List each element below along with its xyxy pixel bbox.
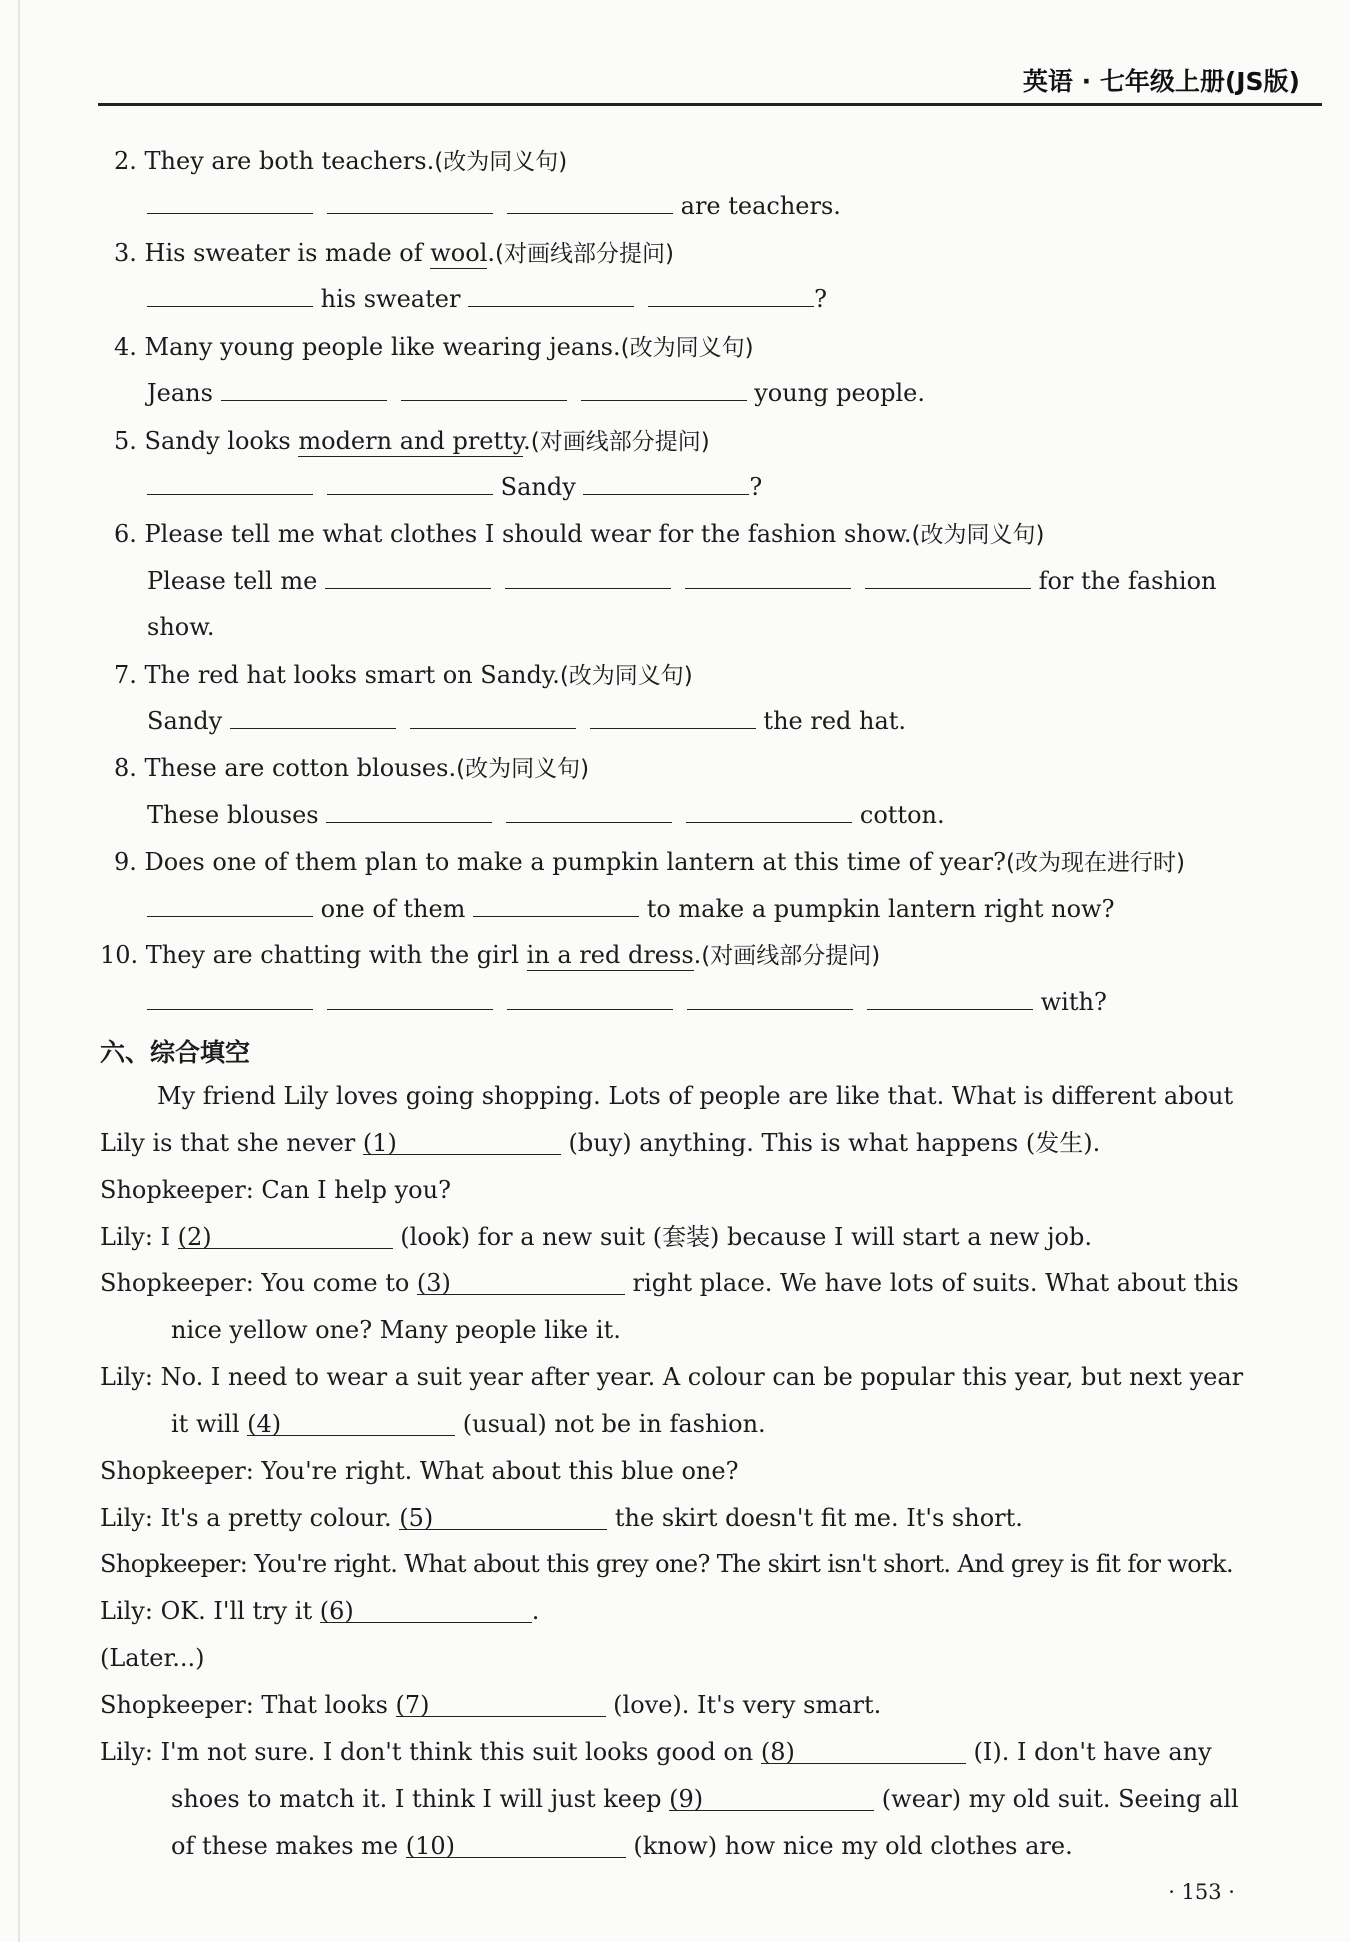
question-text: .	[487, 239, 496, 267]
question-text: 5. Sandy looks	[114, 427, 299, 455]
answer-blank[interactable]	[581, 378, 747, 401]
question-5	[114, 426, 710, 457]
blank-number: (8)	[760, 1738, 795, 1766]
answer-text: the red hat.	[763, 707, 907, 735]
fill-blank-6[interactable]	[320, 1596, 532, 1623]
question-text: 4. Many young people like wearing jeans.	[114, 333, 621, 361]
underlined-text: wool	[430, 239, 488, 267]
answer-2	[147, 191, 841, 221]
passage-line	[100, 1128, 1100, 1158]
passage-text: (buy) anything. This is what happens (发生).	[560, 1129, 1101, 1157]
answer-text: Sandy	[500, 473, 576, 501]
answer-blank[interactable]	[468, 284, 634, 307]
passage-text: right place. We have lots of suits. What about this	[624, 1269, 1239, 1297]
question-text: 3. His sweater is made of	[114, 239, 431, 267]
passage-text: shoes to match it. I think I will just keep	[171, 1785, 670, 1813]
passage-text: (love). It's very smart.	[605, 1691, 882, 1719]
page-edge	[18, 0, 20, 1942]
answer-text: young people.	[754, 379, 925, 407]
fill-blank-7[interactable]	[396, 1690, 606, 1717]
question-6	[114, 519, 1044, 550]
answer-text: to make a pumpkin lantern right now?	[646, 895, 1115, 923]
instruction: (改为同义句)	[456, 756, 590, 782]
blank-number: (6)	[319, 1597, 354, 1625]
answer-blank[interactable]	[590, 706, 756, 729]
fill-blank-2[interactable]	[178, 1222, 393, 1249]
passage-text: Shopkeeper: That looks	[100, 1691, 396, 1719]
answer-text: Sandy	[147, 707, 223, 735]
passage-text: Lily is that she never	[100, 1129, 363, 1157]
dialogue-line	[100, 1596, 539, 1626]
answer-text: ?	[749, 473, 763, 501]
section-title: 六、综合填空	[100, 1038, 251, 1067]
passage-text: Lily: It's a pretty colour.	[100, 1504, 400, 1532]
answer-blank[interactable]	[506, 800, 672, 823]
question-text: 10. They are chatting with the girl	[100, 941, 527, 969]
answer-10	[147, 987, 1107, 1017]
answer-5	[147, 472, 762, 502]
passage-text: (look) for a new suit (套装) because I will start a new job.	[392, 1223, 1092, 1251]
blank-number: (5)	[399, 1504, 434, 1532]
answer-blank[interactable]	[410, 706, 576, 729]
answer-text: ?	[814, 285, 827, 313]
dialogue-line	[100, 1737, 1212, 1767]
fill-blank-9[interactable]	[669, 1784, 874, 1811]
instruction: (改为同义句)	[559, 663, 693, 689]
answer-9	[147, 894, 1114, 924]
question-3	[114, 238, 674, 269]
blank-number: (3)	[416, 1269, 451, 1297]
dialogue-line: Lily: No. I need to wear a suit year after year. A colour can be popular this year, but next year	[100, 1363, 1244, 1391]
dialogue-line	[171, 1831, 1073, 1861]
blank-number: (9)	[669, 1785, 704, 1813]
question-9	[114, 847, 1185, 878]
answer-blank[interactable]	[147, 284, 313, 307]
answer-text: are teachers.	[680, 192, 841, 220]
answer-blank[interactable]	[327, 987, 493, 1010]
instruction: (对画线部分提问)	[701, 943, 881, 969]
instruction: (改为同义句)	[434, 149, 568, 175]
answer-3	[147, 284, 827, 314]
answer-8	[147, 800, 945, 830]
fill-blank-3[interactable]	[417, 1268, 625, 1295]
answer-blank[interactable]	[507, 987, 673, 1010]
answer-6-continued	[147, 612, 215, 642]
answer-blank[interactable]	[473, 894, 639, 917]
answer-blank[interactable]	[867, 987, 1033, 1010]
dialogue-line: Shopkeeper: Can I help you?	[100, 1176, 451, 1204]
question-4	[114, 332, 754, 363]
passage-text: (usual) not be in fashion.	[455, 1410, 766, 1438]
passage-text: Lily: I	[100, 1223, 178, 1251]
passage-text: Lily: OK. I'll try it	[100, 1597, 320, 1625]
answer-text: for the fashion	[1038, 567, 1217, 595]
answer-text: his sweater	[320, 285, 461, 313]
answer-6	[147, 566, 1216, 596]
answer-blank[interactable]	[147, 472, 313, 495]
answer-blank[interactable]	[327, 191, 493, 214]
fill-blank-1[interactable]	[363, 1128, 561, 1155]
answer-blank[interactable]	[147, 894, 313, 917]
fill-blank-5[interactable]	[399, 1503, 607, 1530]
dialogue-line	[100, 1222, 1092, 1252]
dialogue-line: Shopkeeper: You're right. What about this blue one?	[100, 1457, 739, 1485]
dialogue-line	[171, 1409, 766, 1439]
passage-text: (I). I don't have any	[965, 1738, 1212, 1766]
dialogue-line	[100, 1690, 881, 1720]
answer-blank[interactable]	[583, 472, 749, 495]
answer-blank[interactable]	[147, 191, 313, 214]
question-text: 6. Please tell me what clothes I should wear for the fashion show.	[114, 520, 912, 548]
passage-text: it will	[171, 1410, 248, 1438]
underlined-text: modern and pretty	[298, 427, 524, 455]
question-text: 8. These are cotton blouses.	[114, 754, 457, 782]
answer-blank[interactable]	[401, 378, 567, 401]
answer-blank[interactable]	[685, 566, 851, 589]
instruction: (对画线部分提问)	[495, 241, 674, 267]
answer-blank[interactable]	[327, 472, 493, 495]
answer-blank[interactable]	[648, 284, 814, 307]
answer-blank[interactable]	[505, 566, 671, 589]
answer-text: These blouses	[147, 801, 319, 829]
dialogue-line	[100, 1503, 1023, 1533]
underlined-text: in a red dress	[526, 941, 694, 969]
instruction: (改为现在进行时)	[1005, 850, 1185, 876]
passage-text: Shopkeeper: You come to	[100, 1269, 417, 1297]
answer-text: cotton.	[859, 801, 945, 829]
instruction: (改为同义句)	[911, 522, 1045, 548]
page-number: · 153 ·	[1168, 1880, 1235, 1904]
answer-text: show.	[147, 613, 215, 641]
answer-blank[interactable]	[325, 566, 491, 589]
answer-blank[interactable]	[221, 378, 387, 401]
question-2	[114, 146, 567, 177]
passage-text: Lily: I'm not sure. I don't think this suit looks good on	[100, 1738, 761, 1766]
answer-blank[interactable]	[326, 800, 492, 823]
passage-text: (know) how nice my old clothes are.	[625, 1832, 1073, 1860]
blank-number: (2)	[177, 1223, 212, 1251]
blank-number: (7)	[395, 1691, 430, 1719]
answer-4	[147, 378, 925, 408]
dialogue-line: nice yellow one? Many people like it.	[171, 1316, 621, 1344]
passage-line: My friend Lily loves going shopping. Lots of people are like that. What is different about	[157, 1082, 1234, 1110]
dialogue-line	[100, 1268, 1239, 1298]
passage-text: the skirt doesn't fit me. It's short.	[607, 1504, 1023, 1532]
question-8	[114, 753, 589, 784]
blank-number: (10)	[405, 1832, 456, 1860]
fill-blank-4[interactable]	[247, 1409, 455, 1436]
passage-text: of these makes me	[171, 1832, 406, 1860]
answer-blank[interactable]	[230, 706, 396, 729]
answer-text: with?	[1040, 988, 1107, 1016]
instruction: (对画线部分提问)	[530, 429, 710, 455]
question-text: 9. Does one of them plan to make a pumpkin lantern at this time of year?	[114, 848, 1006, 876]
answer-blank[interactable]	[687, 987, 853, 1010]
answer-text: one of them	[320, 895, 466, 923]
dialogue-line	[171, 1784, 1239, 1814]
passage-text: .	[531, 1597, 540, 1625]
fill-blank-8[interactable]	[761, 1737, 966, 1764]
answer-blank[interactable]	[507, 191, 673, 214]
answer-blank[interactable]	[147, 987, 313, 1010]
passage-text: (wear) my old suit. Seeing all	[874, 1785, 1239, 1813]
question-text: 7. The red hat looks smart on Sandy.	[114, 661, 560, 689]
fill-blank-10[interactable]	[406, 1831, 626, 1858]
question-text: 2. They are both teachers.	[114, 147, 435, 175]
dialogue-line: Shopkeeper: You're right. What about this grey one? The skirt isn't short. And grey is fit for work.	[100, 1550, 1233, 1578]
instruction: (改为同义句)	[620, 335, 754, 361]
question-7	[114, 660, 693, 691]
header-rule	[98, 103, 1322, 106]
question-text: .	[693, 941, 702, 969]
page-header-title: 英语 · 七年级上册(JS版)	[1022, 67, 1300, 96]
blank-number: (1)	[362, 1129, 397, 1157]
answer-text: Jeans	[147, 379, 213, 407]
dialogue-line: (Later...)	[100, 1644, 205, 1672]
answer-blank[interactable]	[865, 566, 1031, 589]
answer-blank[interactable]	[686, 800, 852, 823]
answer-7	[147, 706, 906, 736]
answer-text: Please tell me	[147, 567, 318, 595]
question-10	[100, 940, 880, 971]
blank-number: (4)	[247, 1410, 282, 1438]
question-text: .	[523, 427, 531, 455]
